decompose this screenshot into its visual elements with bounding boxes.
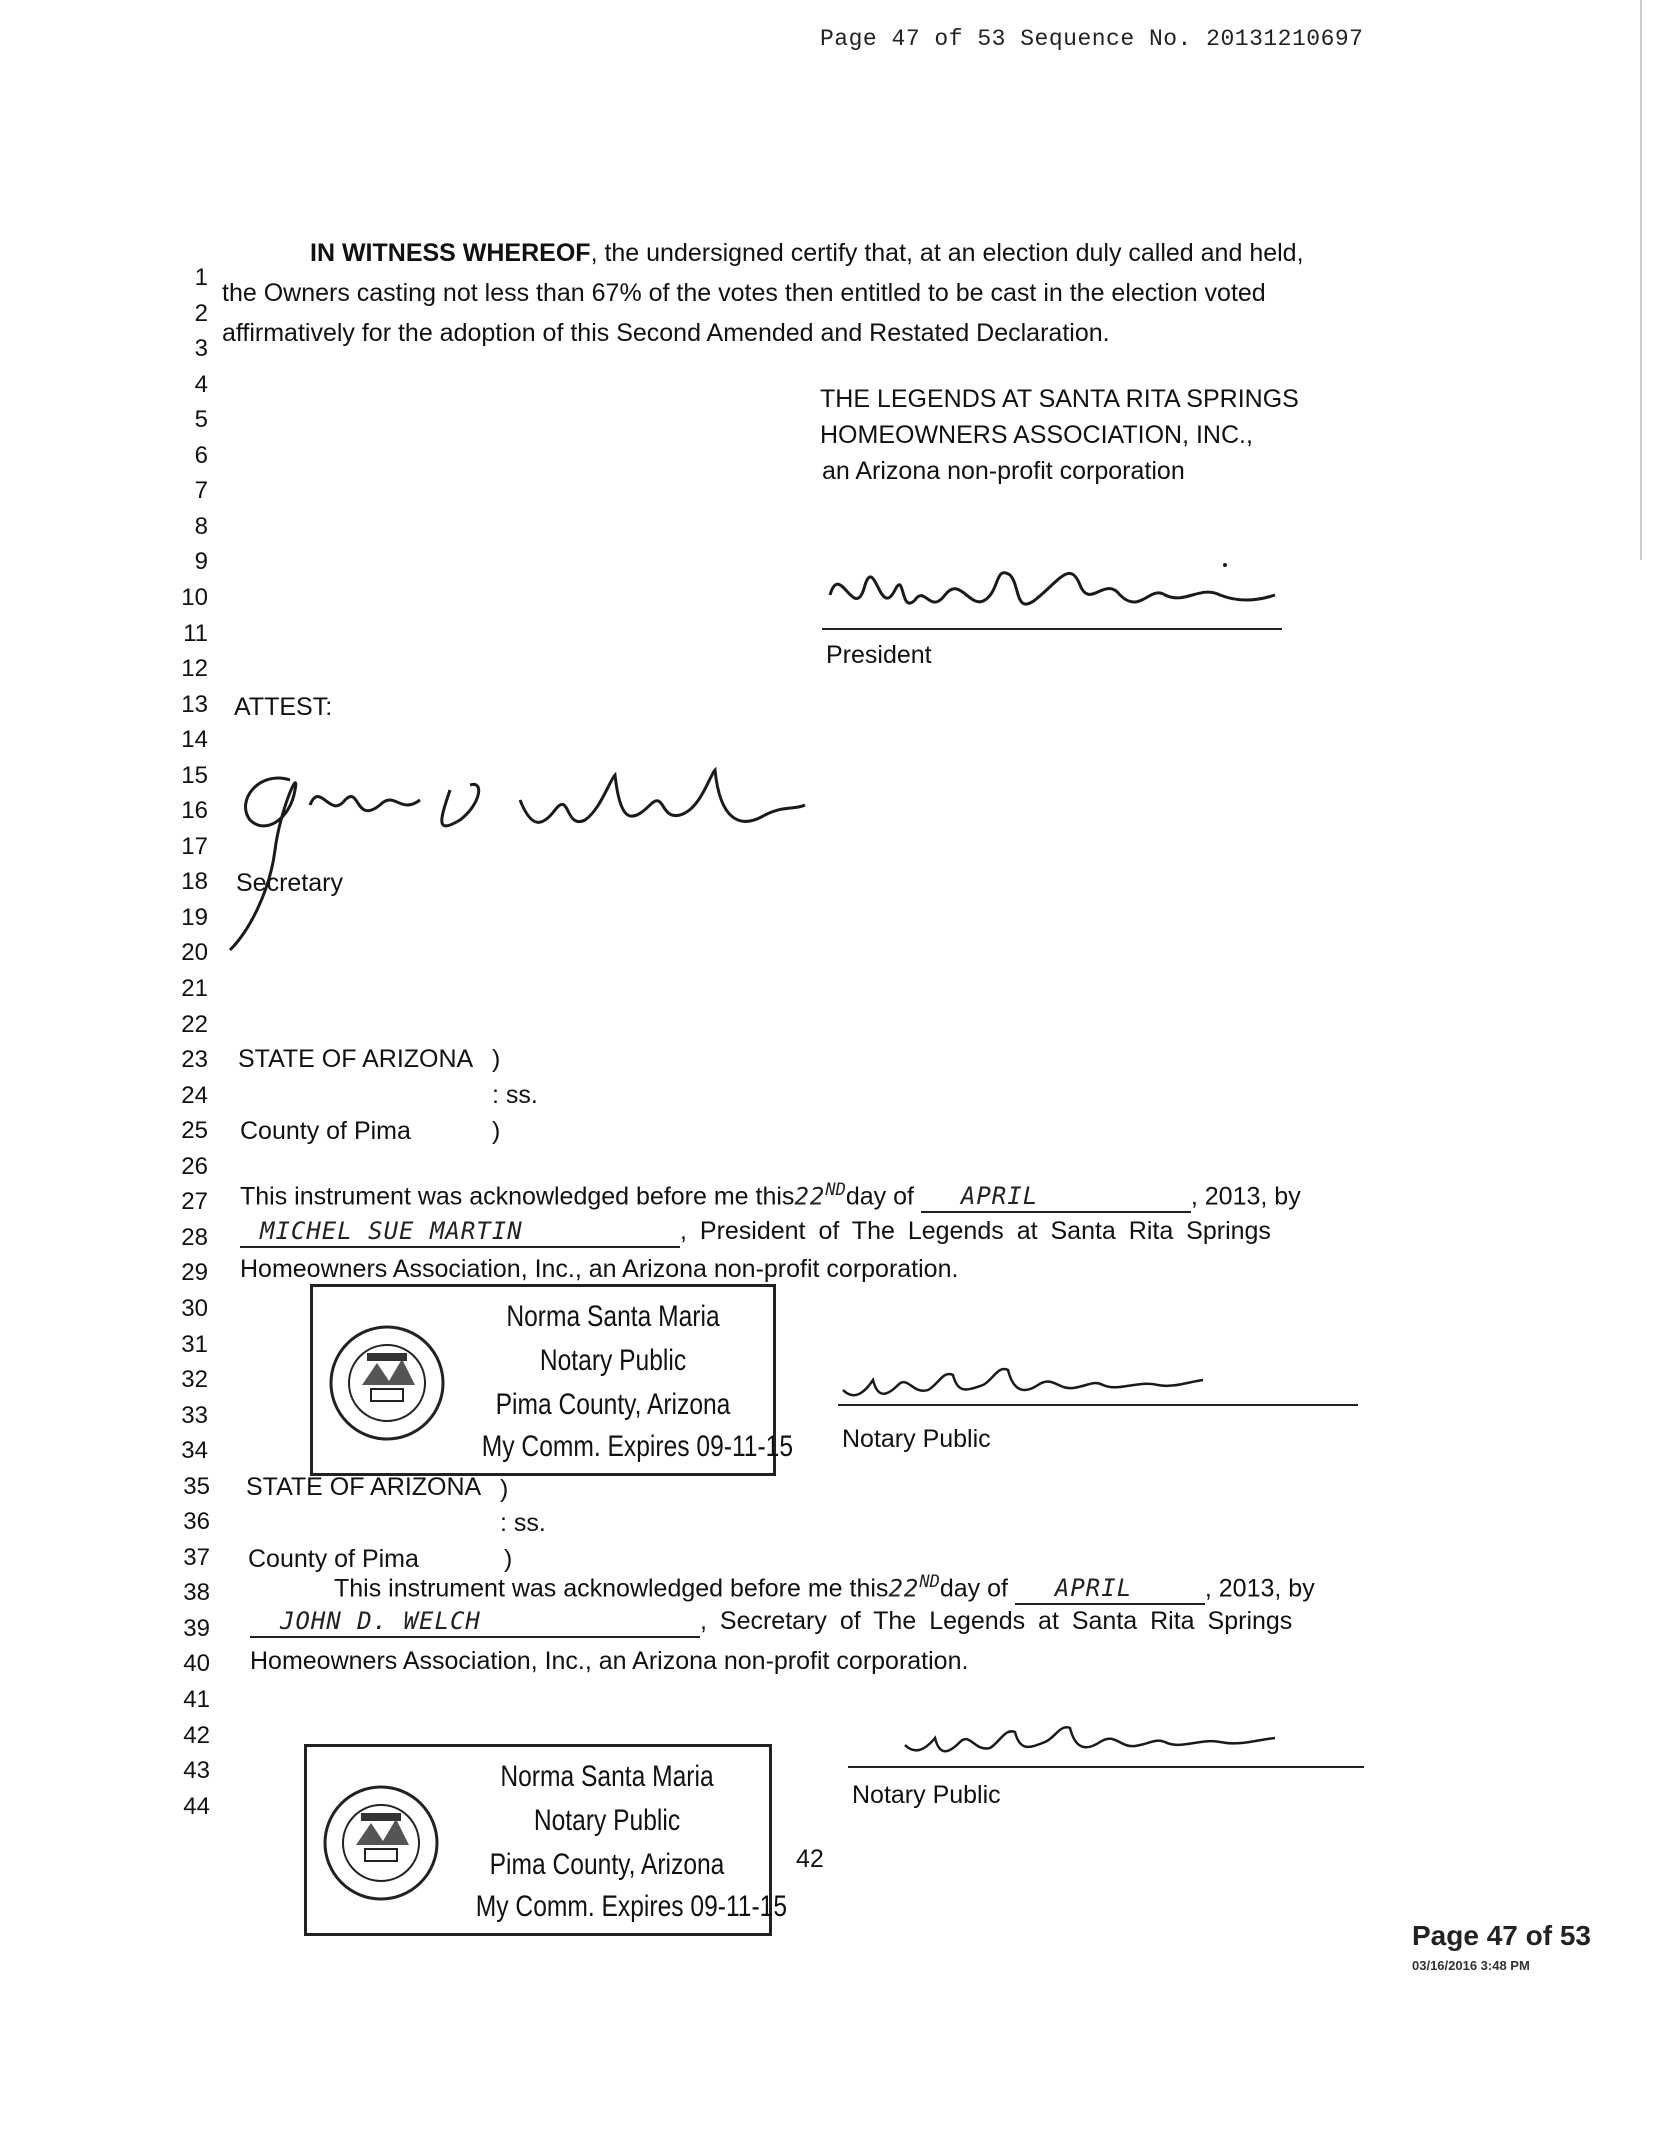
stamp1-name: Norma Santa Maria <box>506 1300 720 1333</box>
line-number: 38 <box>183 1579 210 1606</box>
line-number: 30 <box>181 1295 208 1322</box>
ack1-line-3: Homeowners Association, Inc., an Arizona non-profit corporation. <box>240 1255 959 1283</box>
association-description: an Arizona non-profit corporation <box>822 457 1185 485</box>
sequence-header: Page 47 of 53 Sequence No. 20131210697 <box>820 26 1364 52</box>
association-name-1: THE LEGENDS AT SANTA RITA SPRINGS <box>820 385 1299 413</box>
stamp2-title: Notary Public <box>533 1804 681 1837</box>
ack2-text-c: , 2013, by <box>1204 1574 1315 1603</box>
ack1-text-d: , President of The Legends at Santa Rita Springs <box>680 1217 1271 1245</box>
ack1-month: APRIL <box>921 1182 1191 1213</box>
notary-label-1: Notary Public <box>842 1425 991 1453</box>
line-number: 44 <box>183 1793 210 1820</box>
state-seal-icon <box>327 1323 447 1443</box>
ack1-name: MICHEL SUE MARTIN <box>240 1217 680 1248</box>
line-number: 14 <box>181 726 208 753</box>
ack1-ss: : ss. <box>492 1081 538 1109</box>
ack2-paren-2: ) <box>504 1545 513 1573</box>
line-number: 3 <box>194 335 208 362</box>
line-number: 32 <box>181 1366 208 1393</box>
ack1-paren-1: ) <box>492 1045 501 1073</box>
line-number: 33 <box>181 1402 208 1429</box>
line-number: 20 <box>181 939 208 966</box>
state-seal-icon <box>321 1783 441 1903</box>
line-number: 7 <box>194 477 208 504</box>
ack2-text-d: , Secretary of The Legends at Santa Rita Springs <box>700 1607 1293 1635</box>
ack1-day-suffix: ND <box>825 1180 846 1200</box>
ack1-text-c: , 2013, by <box>1190 1182 1301 1211</box>
line-number: 6 <box>194 442 208 469</box>
secretary-label: Secretary <box>236 869 343 897</box>
line-number: 19 <box>181 904 208 931</box>
ack2-name: JOHN D. WELCH <box>250 1607 700 1638</box>
line-number: 11 <box>183 620 208 647</box>
line-number: 27 <box>181 1188 208 1215</box>
notary-label-2: Notary Public <box>852 1781 1001 1809</box>
president-signature-line <box>822 628 1282 630</box>
ack1-paren-2: ) <box>492 1117 501 1145</box>
line-number: 43 <box>183 1757 210 1784</box>
line-number: 8 <box>194 513 208 540</box>
ack2-ss: : ss. <box>500 1509 546 1537</box>
ack2-text-a: This instrument was acknowledged before me this <box>334 1574 889 1603</box>
witness-line-3: affirmatively for the adoption of this Second Amended and Restated Declaration. <box>222 319 1110 347</box>
line-number: 4 <box>194 371 208 398</box>
line-number: 41 <box>183 1686 210 1713</box>
line-number: 9 <box>194 548 208 575</box>
line-number: 34 <box>181 1437 208 1464</box>
line-number: 28 <box>181 1224 208 1251</box>
stamp2-name: Norma Santa Maria <box>500 1760 714 1793</box>
ack2-line-2 <box>250 1606 1292 1638</box>
line-number: 13 <box>181 691 208 718</box>
scan-edge-divider <box>1640 0 1642 560</box>
line-number: 12 <box>181 655 208 682</box>
line-number: 18 <box>181 868 208 895</box>
line-number: 21 <box>181 975 208 1002</box>
ack1-county: County of Pima <box>240 1117 411 1145</box>
stamp2-county: Pima County, Arizona <box>489 1848 725 1881</box>
ack1-text-a: This instrument was acknowledged before me this <box>240 1182 795 1211</box>
line-number: 5 <box>194 406 208 433</box>
line-number: 25 <box>181 1117 208 1144</box>
ack1-state: STATE OF ARIZONA <box>238 1045 474 1073</box>
line-number: 35 <box>183 1473 210 1500</box>
line-number: 26 <box>181 1153 208 1180</box>
line-number: 36 <box>183 1508 210 1535</box>
ack2-line-1 <box>334 1572 1315 1605</box>
line-number: 23 <box>181 1046 208 1073</box>
witness-line-2: the Owners casting not less than 67% of the votes then entitled to be cast in the election voted <box>222 279 1266 307</box>
president-label: President <box>826 641 932 669</box>
stamp2-expiry: My Comm. Expires 09-11-15 <box>475 1890 788 1923</box>
ack2-day-suffix: ND <box>919 1572 940 1592</box>
notary-stamp-2 <box>304 1744 788 1936</box>
attest-label: ATTEST: <box>234 693 333 721</box>
footer-page-of: Page 47 of 53 <box>1412 1920 1591 1951</box>
ack2-state: STATE OF ARIZONA <box>246 1473 482 1501</box>
line-number: 42 <box>183 1722 210 1749</box>
notary-signature-mark-2 <box>900 1720 1280 1770</box>
ack2-text-b: day of <box>939 1574 1008 1603</box>
ack2-month: APRIL <box>1015 1574 1205 1605</box>
witness-lead: IN WITNESS WHEREOF <box>310 239 591 267</box>
line-number: 24 <box>181 1082 208 1109</box>
stamp1-expiry: My Comm. Expires 09-11-15 <box>481 1430 794 1463</box>
ack1-day: 22 <box>794 1182 826 1211</box>
notary-stamp-1 <box>310 1284 794 1476</box>
stamp1-county: Pima County, Arizona <box>495 1388 731 1421</box>
stamp1-title: Notary Public <box>539 1344 687 1377</box>
line-number: 22 <box>181 1011 208 1038</box>
ack2-line-3: Homeowners Association, Inc., an Arizona non-profit corporation. <box>250 1647 969 1675</box>
line-number: 40 <box>183 1650 210 1677</box>
footer-timestamp: 03/16/2016 3:48 PM <box>1412 1958 1530 1973</box>
line-number: 37 <box>183 1544 210 1571</box>
page-number: 42 <box>796 1845 824 1873</box>
line-number: 15 <box>181 762 208 789</box>
secretary-signature-mark <box>220 760 810 960</box>
notary-signature-line-2 <box>848 1766 1364 1768</box>
notary-signature-mark-1 <box>838 1360 1208 1410</box>
witness-line-1 <box>310 238 1304 268</box>
line-number: 2 <box>194 300 208 327</box>
ack1-line-2 <box>240 1216 1271 1248</box>
ack2-day: 22 <box>888 1574 920 1603</box>
line-number: 29 <box>181 1259 208 1286</box>
line-number: 31 <box>181 1331 208 1358</box>
ack2-county: County of Pima <box>248 1545 419 1573</box>
line-number: 10 <box>181 584 208 611</box>
line-number: 39 <box>183 1615 210 1642</box>
association-name-2: HOMEOWNERS ASSOCIATION, INC., <box>820 421 1253 449</box>
line-number: 16 <box>181 797 208 824</box>
witness-line1-text: , the undersigned certify that, at an election duly called and held, <box>590 239 1304 267</box>
ack2-paren-1: ) <box>500 1475 509 1503</box>
line-number: 1 <box>194 264 208 291</box>
president-signature-mark <box>820 555 1280 635</box>
ack1-text-b: day of <box>845 1182 914 1211</box>
notary-signature-line-1 <box>838 1404 1358 1406</box>
line-number: 17 <box>181 833 208 860</box>
ack1-line-1 <box>240 1180 1301 1213</box>
